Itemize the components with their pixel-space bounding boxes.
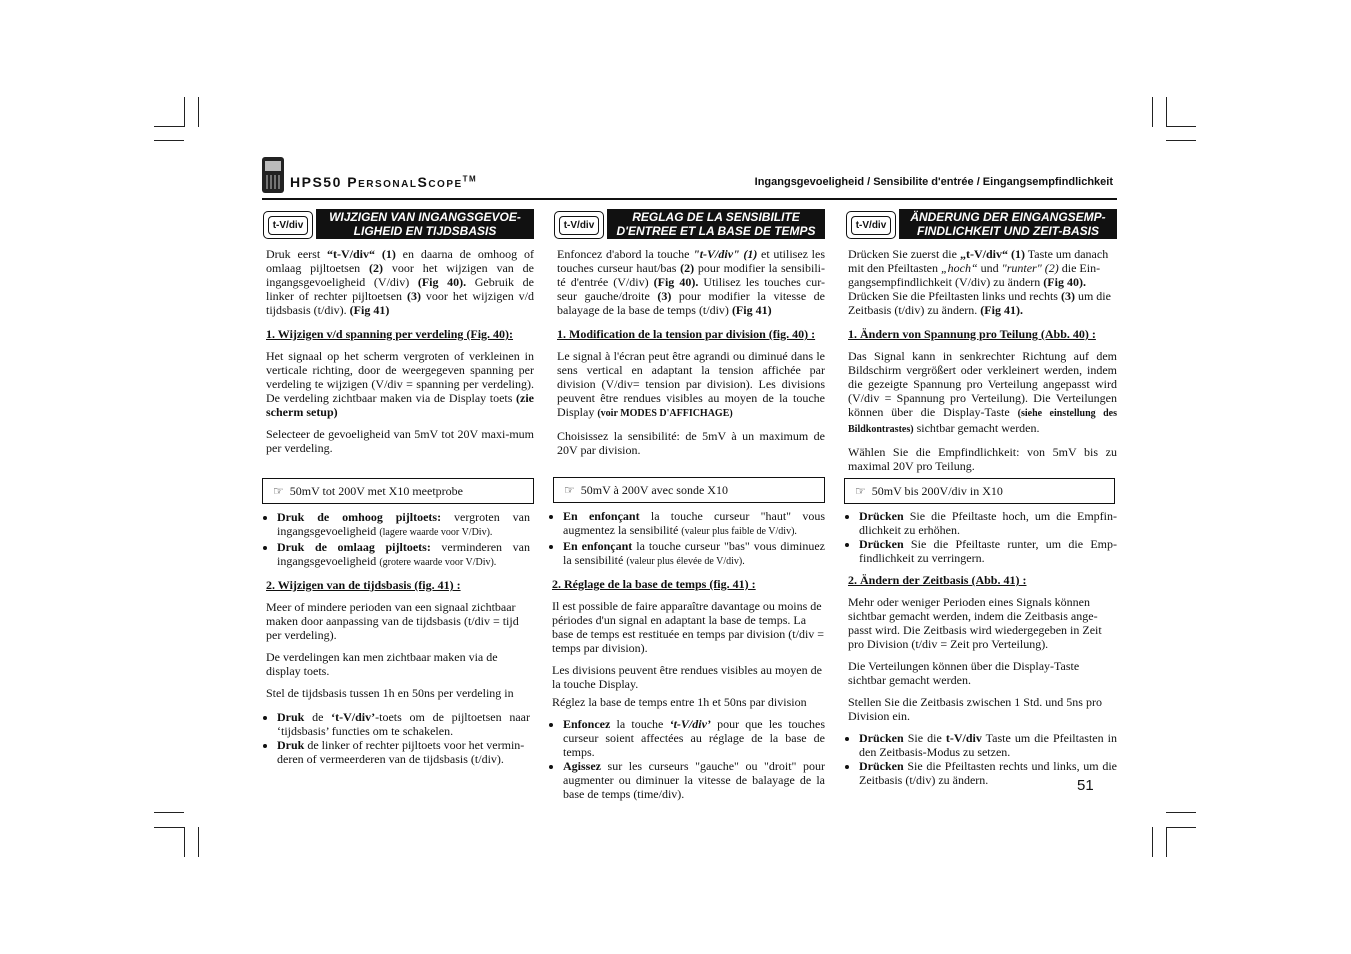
fr-heading-1: 1. Modification de la tension par division (fig. 40) : xyxy=(557,327,816,341)
list-item: • Agissez sur les curseurs "gauche" ou "droit" pour augmenter ou diminuer la vitesse de balayage de la base de temps (time/div). xyxy=(563,759,825,801)
header-subject: Ingangsgevoeligheid / Sensibilite d'entrée / Eingangsempfindlichkeit xyxy=(754,176,1113,188)
list-item: • Drücken Sie die Pfeiltasten rechts und links, um die Zeitbasis (t/div) zu ändern. xyxy=(859,759,1117,787)
fr-paragraph: Réglez la base de temps entre 1h et 50ns par division xyxy=(552,695,807,709)
list-item: • Druk de linker of rechter pijltoets voor het vermin-deren of vermeerderen van de tijdsbasis (t/div). xyxy=(277,738,530,766)
fr-column-lower xyxy=(552,509,825,809)
crop-mark xyxy=(184,827,185,857)
list-item: • En enfonçant la touche curseur "haut" vous augmentez la sensibilité (valeur plus faible de V/div). xyxy=(563,509,825,539)
nl-intro: Druk eerst “t-V/div“ (1) en daarna de omhoog of omlaag pijltoetsen (2) voor het wijzigen van de ingangsgevoeligheid (V/div) (Fig 40). Gebruik de linker of rechter pijltoetsen (3) voor het wijzigen v/d tijdsbasis (t/div). (Fig 41) xyxy=(266,247,534,317)
nl-section-title: WIJZIGEN VAN INGANGSGEVOE-LIGHEID EN TIJDSBASIS xyxy=(316,209,534,239)
de-paragraph: Wählen Sie die Empfindlichkeit: von 5mV bis zu maximal 20V pro Teilung. xyxy=(848,445,1117,473)
crop-mark xyxy=(154,140,184,141)
nl-column xyxy=(266,247,534,463)
de-column xyxy=(848,247,1117,481)
crop-mark xyxy=(198,827,199,857)
nl-paragraph: Het signaal op het scherm vergroten of verkleinen in verticale richting, door de weergegeven spanning per verdeling te wijzigen (V/div = spanning per verdeling). De verdeling zichtbaar maken via de Display toets (zie scherm setup) xyxy=(266,349,534,419)
scope-device-icon xyxy=(262,157,284,193)
list-item: • Drücken Sie die Pfeiltaste hoch, um die Empfin-dlichkeit zu erhöhen. xyxy=(859,509,1117,537)
crop-mark xyxy=(154,827,184,828)
nl-heading-1: 1. Wijzigen v/d spanning per verdeling (Fig. 40): xyxy=(266,327,514,341)
list-item: • Enfoncez la touche ‘t-V/div’ pour que les touches curseur soient affectées au réglage de la base de temps. xyxy=(563,717,825,759)
nl-paragraph: Selecteer de gevoeligheid van 5mV tot 20V maxi-mum per verdeling. xyxy=(266,427,534,455)
de-note-box: ☞ 50mV bis 200V/div in X10 xyxy=(844,478,1115,504)
crop-mark xyxy=(1152,97,1153,127)
list-item: • Druk de omlaag pijltoets: verminderen van ingangsgevoeligheid (grotere waarde voor V/Div). xyxy=(277,540,530,570)
de-heading-2: 2. Ändern der Zeitbasis (Abb. 41) : xyxy=(848,573,1027,587)
fr-paragraph: Choisissez la sensibilité: de 5mV à un maximum de 20V par division. xyxy=(557,429,825,457)
crop-mark xyxy=(198,97,199,127)
crop-mark xyxy=(1166,827,1167,857)
de-column-lower xyxy=(848,509,1117,795)
fr-section-title: REGLAG DE LA SENSIBILITE D'ENTREE ET LA BASE DE TEMPS xyxy=(607,209,825,239)
list-item: • Druk de ‘t-V/div’-toets om de pijltoetsen naar ‘tijdsbasis’ functies om te schakelen. xyxy=(277,710,530,738)
fr-paragraph: Il est possible de faire apparaître davantage ou moins de périodes d'un signal en adaptant la base de temps. La base de temps est restituée en temps par division (t/div = temps par division). xyxy=(552,599,825,655)
fr-paragraph: Le signal à l'écran peut être agrandi ou diminué dans le sens vertical en adaptant la tension affichée par division (V/div= tension par division). Les divisions peuvent être rendues visibles au moyen de la touche Display (voir MODES D'AFFICHAGE) xyxy=(557,349,825,419)
fr-column xyxy=(557,247,825,465)
fr-intro: Enfoncez d'abord la touche "t-V/div" (1) et utilisez les touches curseur haut/bas (2) pour modifier la sensibili-té d'entrée (V/div) (Fig 40). Utilisez les touches cur-seur gauche/droite (3) pour modifier la vitesse de balayage de la base de temps (t/div) (Fig 41) xyxy=(557,247,826,317)
nl-column-lower xyxy=(266,510,530,774)
fr-note-box: ☞ 50mV à 200V avec sonde X10 xyxy=(553,477,825,503)
de-paragraph: Stellen Sie die Zeitbasis zwischen 1 Std. und 5ns pro Division ein. xyxy=(848,695,1102,723)
crop-mark xyxy=(154,126,184,127)
crop-mark xyxy=(154,812,184,813)
header-rule xyxy=(262,198,1117,200)
de-paragraph: Die Verteilungen können über die Display-Taste sichtbar gemacht werden. xyxy=(848,659,1080,687)
nl-note-box: ☞ 50mV tot 200V met X10 meetprobe xyxy=(262,478,534,504)
fr-paragraph: Les divisions peuvent être rendues visibles au moyen de la touche Display. xyxy=(552,663,822,691)
crop-mark xyxy=(1166,812,1196,813)
pointing-hand-icon: ☞ xyxy=(564,482,575,497)
crop-mark xyxy=(1152,827,1153,857)
crop-mark xyxy=(184,97,185,127)
de-paragraph: Mehr oder weniger Perioden eines Signals können sichtbar gemacht werden, indem die Zeitbasis ange-passt wird. Die Zeitbasis wird wiedergegeben in Zeit pro Division (t/div = Zeit pro Verteilung). xyxy=(848,595,1102,651)
crop-mark xyxy=(1166,126,1196,127)
nl-heading-2: 2. Wijzigen van de tijdsbasis (fig. 41) : xyxy=(266,578,461,592)
list-item: • Druk de omhoog pijltoets: vergroten van ingangsgevoeligheid (lagere waarde voor V/Div). xyxy=(277,510,530,540)
de-section-title: ÄNDERUNG DER EINGANGSEMP-FINDLICHKEIT UND ZEIT-BASIS xyxy=(899,209,1117,239)
list-item: • Drücken Sie die Pfeiltaste runter, um die Emp-findlichkeit zu verringern. xyxy=(859,537,1117,565)
de-paragraph: Das Signal kann in senkrechter Richtung auf dem Bildschirm vergrößert oder verkleinert werden, indem die gezeigte Spannung pro Verteilung angepasst wird (V/div = Spannung pro Verteilung). Die Verteilungen können über die Display-Taste (siehe einstellung des Bildkontrastes) sichtbar gemacht werden. xyxy=(848,349,1117,435)
pointing-hand-icon: ☞ xyxy=(855,483,866,498)
crop-mark xyxy=(1166,97,1167,127)
crop-mark xyxy=(1166,140,1196,141)
nl-paragraph: De verdelingen kan men zichtbaar maken via de display toets. xyxy=(266,650,498,678)
brand-title: HPS50 PersonalScope™ xyxy=(290,174,478,190)
page-number: 51 xyxy=(1077,777,1094,794)
de-heading-1: 1. Ändern von Spannung pro Teilung (Abb. 40) : xyxy=(848,327,1096,341)
pointing-hand-icon: ☞ xyxy=(273,483,284,498)
nl-paragraph: Stel de tijdsbasis tussen 1h en 50ns per verdeling in xyxy=(266,686,514,700)
tvdiv-key-icon: t-V/div xyxy=(846,211,896,239)
list-item: • Drücken Sie die t-V/div Taste um die Pfeiltasten in den Zeitbasis-Modus zu setzen. xyxy=(859,731,1117,759)
crop-mark xyxy=(1166,827,1196,828)
fr-heading-2: 2. Réglage de la base de temps (fig. 41) : xyxy=(552,577,756,591)
tvdiv-key-icon: t-V/div xyxy=(263,211,313,239)
nl-paragraph: Meer of mindere perioden van een signaal zichtbaar maken door aanpassing van de tijdsbasis (t/div = tijd per verdeling). xyxy=(266,600,519,642)
tvdiv-key-icon: t-V/div xyxy=(554,211,604,239)
de-intro: Drücken Sie zuerst die „t-V/div“ (1) Taste um danach mit den Pfeiltasten „hoch“ und "runter" (2) die Ein-gangsempfindlichkeit (V/div) zu ändern (Fig 40). Drücken Sie die Pfeiltasten links und rechts (3) um die Zeitbasis (t/div) zu ändern. (Fig 41). xyxy=(848,247,1111,317)
list-item: • En enfonçant la touche curseur "bas" vous diminuez la sensibilité (valeur plus élevée de V/div). xyxy=(563,539,825,569)
